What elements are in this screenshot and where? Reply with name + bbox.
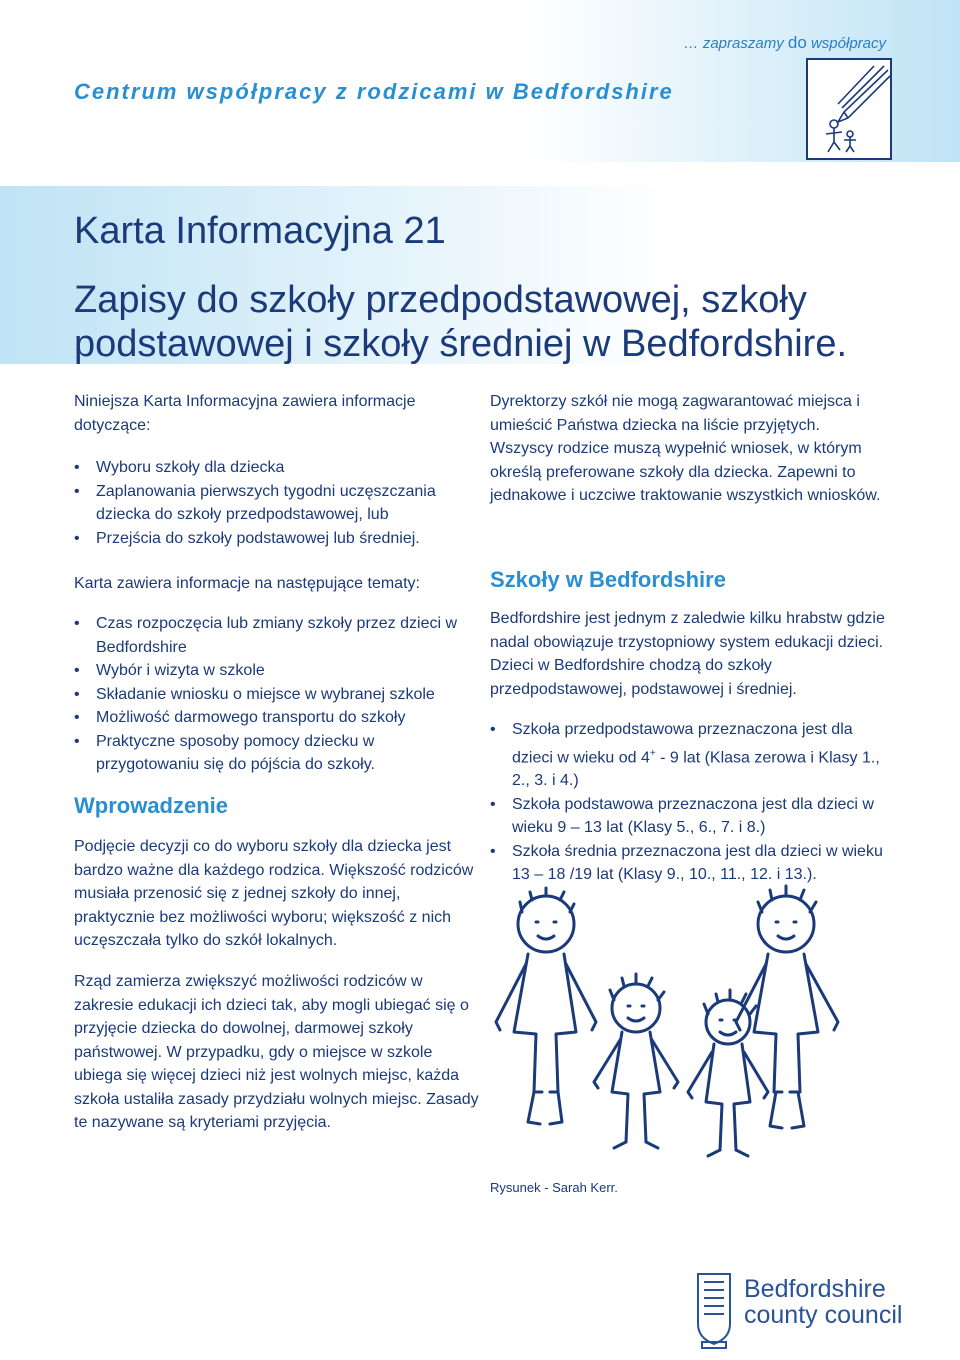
list-item: • Szkoła średnia przeznaczona jest dla dzieci w wieku 13 – 18 /19 lat (Klasy 9., 10., 11., 12. i 13.). [490,840,890,887]
paragraph-text: Dyrektorzy szkół nie mogą zagwarantować miejsca i umieścić Państwa dziecka na liście przyjętych. Wszyscy rodzice muszą wypełnić wniosek, w którym określą preferowane szkoły dla dziecka. Zapewni to jednakowe i uczciwe traktowanie wszystkich wniosków. [490,393,881,504]
topics-intro-text: Karta zawiera informacje na następujące tematy: [74,575,420,592]
right-paragraph-1 [490,390,885,508]
council-crest-icon [696,1272,732,1350]
tagline: … zapraszamy do współpracy [683,33,886,52]
list-item: • Wyboru szkoły dla dziecka [74,456,469,480]
list-item: • Szkoła podstawowa przeznaczona jest dla dzieci w wieku 9 – 13 lat (Klasy 5., 6., 7. i 8.) [490,793,890,840]
page-subtitle: Zapisy do szkoły przedpodstawowej, szkoły podstawowej i szkoły średniej w Bedfordshire. [74,279,848,365]
list-item: • Czas rozpoczęcia lub zmiany szkoły przez dzieci w Bedfordshire [74,612,479,659]
list-item: • Wybór i wizyta w szkole [74,659,479,683]
topics-bullet-list [74,612,479,777]
left-intro [74,390,454,437]
council-name-line1: Bedfordshire [744,1275,886,1303]
paragraph-text: Bedfordshire jest jednym z zaledwie kilku hrabstw gdzie nadal obowiązuje trzystopniowy system edukacji dzieci. Dzieci w Bedfordshire chodzą do szkoły przedpodstawowej, podstawowej i średniej. [490,610,885,698]
paragraph-text: Rząd zamierza zwiększyć możliwości rodziców w zakresie edukacji ich dzieci tak, aby mogli ubiegać się o przyjęcie dziecka do dowolnej, darmowej szkoły państwowej. W przypadku, gdy o miejsce w szkole ubiega się więcej dzieci niż jest wolnych miejsc, każda szkoła ustaliła zasady przydziału wolnych miejsc. Zasady te nazywane są kryteriami przyjęcia. [74,973,479,1131]
intro-bullet-list [74,456,469,550]
section-heading-szkoly: Szkoły w Bedfordshire [490,567,726,592]
family-drawing-illustration [486,882,886,1172]
council-name-line2: county council [744,1301,903,1329]
pencil-drawing-icon [808,60,890,158]
list-item: • Szkoła przedpodstawowa przeznaczona jest dla dzieci w wieku od 4+ - 9 lat (Klasa zerowa i Klasy 1., 2., 3. i 4.) [490,718,890,793]
right-paragraph-2 [490,607,885,701]
intro-paragraph-1 [74,835,479,953]
list-item: • Składanie wniosku o miejsce w wybranej szkole [74,683,479,707]
intro-paragraph-2 [74,970,479,1135]
drawing-caption: Rysunek - Sarah Kerr. [490,1180,618,1195]
paragraph-text: Podjęcie decyzji co do wyboru szkoły dla dziecka jest bardzo ważne dla każdego rodzica. Większość rodziców musiała przenosić się z jednej szkoły do innej, praktycznie bez możliwości wyboru; większość z nich uczęszczała tylko do szkół lokalnych. [74,838,474,949]
council-name [744,1276,902,1328]
topics-intro [74,572,474,596]
intro-text: Niniejsza Karta Informacyjna zawiera informacje dotyczące: [74,393,416,434]
list-item: • Praktyczne sposoby pomocy dziecku w przygotowaniu się do pójścia do szkoły. [74,730,479,777]
school-types-list [490,718,890,887]
list-item: • Przejścia do szkoły podstawowej lub średniej. [74,527,469,551]
centre-name: Centrum współpracy z rodzicami w Bedfordshire [74,79,674,104]
section-heading-wprowadzenie: Wprowadzenie [74,793,229,818]
list-item: • Możliwość darmowego transportu do szkoły [74,706,479,730]
list-item: • Zaplanowania pierwszych tygodni uczęszczania dziecka do szkoły przedpodstawowej, lub [74,480,469,527]
pencil-logo [806,58,892,160]
page-title: Karta Informacyjna 21 [74,210,446,252]
